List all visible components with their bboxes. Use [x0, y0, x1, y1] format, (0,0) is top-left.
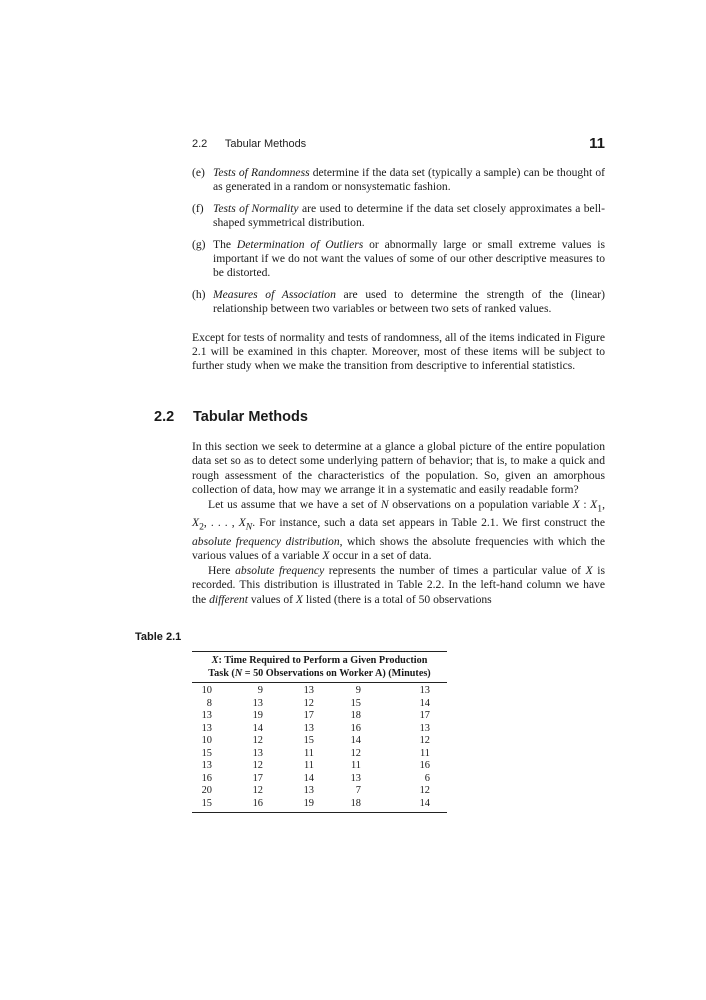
table-cell: 11 [419, 747, 430, 759]
math-var: X [585, 563, 593, 577]
table-cell: 9 [355, 685, 361, 696]
list-text: are used to determine if the data set closely approximates a bell-shaped symmetrical distribution. [213, 201, 606, 230]
paragraph-1: In this section we seek to determine at a glance a global picture of the entire population data set so as to detect some underlying pattern of behavior; that is, to make a quick and rough assessment of the characteristics of the population. So, given an amorphous collection of data, how may we arrange it in a systematic and easily readable form? [192, 440, 605, 497]
text-run: Here [208, 563, 236, 577]
math-var: X [322, 549, 330, 563]
list-text: or abnormally large or small extreme values is important if we do not want the values of some of our other descriptive measures to be distorted. [213, 237, 605, 280]
table-row [192, 748, 447, 761]
list-marker: (h) [192, 287, 206, 301]
math-var: X [211, 655, 219, 666]
text-run: is recorded. This distribution is illustrated in Table 2.2. In the left-hand column we have the [192, 563, 605, 606]
emphasis: different [209, 592, 248, 606]
intro-paragraph: Except for tests of normality and tests of randomness, all of the items indicated in Figure 2.1 will be examined in this chapter. Moreover, most of these items will be subject to further study when we make the transition from descriptive to inferential statistics. [192, 330, 605, 373]
table-cell-spacer [430, 748, 447, 761]
table-cell: 15 [350, 697, 361, 709]
paragraph-2 [192, 498, 605, 564]
table-cell: 12 [252, 735, 263, 746]
table-cell: 13 [201, 722, 212, 734]
list-item-g [192, 238, 605, 281]
list-marker: (g) [192, 237, 206, 251]
table-cell: 13 [252, 747, 263, 759]
table-cell: 11 [303, 747, 314, 759]
table-row [192, 785, 447, 798]
list-pre: The [213, 237, 237, 251]
text-run: , which shows the absolute frequencies with which the various values of a variable [192, 535, 606, 563]
math-var: N [380, 497, 389, 511]
body-text-top [192, 166, 605, 374]
page-number: 11 [589, 135, 605, 152]
table-row [192, 798, 447, 813]
list-body [213, 288, 605, 317]
table-cell: 13 [419, 685, 430, 696]
table-cell: 17 [252, 772, 263, 784]
table-cell: 13 [201, 760, 212, 771]
table-cell: 13 [303, 785, 314, 796]
table-cell: 13 [303, 685, 314, 696]
list-marker: (e) [192, 166, 205, 179]
list-term: Tests of Randomness [213, 166, 310, 179]
table-cell: 15 [201, 797, 212, 809]
table-row [192, 760, 447, 773]
table-cell: 19 [252, 710, 263, 721]
table-cell: 15 [303, 735, 314, 746]
table-cell: 13 [252, 697, 263, 709]
text-run: , [602, 497, 605, 511]
table-cell: 12 [419, 735, 430, 746]
list-body [213, 202, 605, 231]
text-run: = 50 Observations on Worker A) (Minutes) [242, 668, 431, 679]
table-header [192, 651, 447, 683]
paragraph-3 [192, 564, 605, 607]
list-text: are used to determine the strength of the (linear) relationship between two variables or between two sets of ranked values. [213, 287, 605, 316]
text-run: Task ( [208, 668, 235, 679]
table-cell-spacer [430, 735, 447, 748]
table-label: Table 2.1 [135, 631, 182, 643]
table-cell: 13 [350, 772, 361, 784]
table-cell: 14 [252, 722, 263, 734]
emphasis: absolute frequency [235, 563, 325, 577]
list-item-h [192, 288, 605, 317]
emphasis: absolute frequency distribution [192, 535, 340, 549]
table-cell: 11 [350, 760, 361, 771]
table-cell-spacer [430, 683, 447, 698]
table-row [192, 710, 447, 723]
text-run: represents the number of times a particular value of [324, 563, 586, 577]
table-cell: 6 [424, 772, 430, 784]
running-head [192, 138, 605, 150]
running-head-section-number: 2.2 [192, 138, 208, 150]
subscript: 2 [199, 521, 204, 533]
table-cell: 11 [303, 760, 314, 771]
table-cell: 20 [201, 785, 212, 796]
math-var: X [295, 592, 303, 606]
list-term: Tests of Normality [213, 201, 299, 215]
table-cell-spacer [430, 773, 447, 786]
table-cell: 10 [201, 685, 212, 696]
table-cell: 15 [201, 747, 212, 759]
text-run: Let us assume that we have a set of [208, 497, 381, 511]
data-table [192, 651, 447, 813]
table-row [192, 683, 447, 698]
table-cell-spacer [430, 785, 447, 798]
table-cell: 8 [206, 697, 212, 709]
table-cell-spacer [430, 798, 447, 813]
list-body [213, 166, 605, 195]
text-run: occur in a set of data. [329, 549, 432, 563]
table-cell: 16 [350, 722, 361, 734]
text-run: listed (there is a total of 50 observations [303, 592, 492, 606]
list-marker: (f) [192, 201, 204, 215]
table-cell: 13 [419, 722, 430, 734]
list-body [213, 238, 605, 281]
section-number: 2.2 [154, 409, 175, 425]
math-var: N [234, 668, 243, 679]
text-run: : [579, 497, 591, 511]
text-run: : Time Required to Perform a Given Production [218, 655, 428, 666]
table-title-line-1 [192, 654, 447, 667]
table-cell: 10 [201, 735, 212, 746]
list-text: determine if the data set (typically a sample) can be thought of as generated in a random or nonsystematic fashion. [213, 166, 605, 194]
table-cell: 14 [303, 772, 314, 784]
math-var: X [572, 497, 580, 511]
list-term: Measures of Association [213, 287, 336, 301]
table-cell: 17 [419, 710, 430, 721]
table-cell: 9 [257, 685, 263, 696]
table-cell: 16 [419, 760, 430, 771]
table-cell: 13 [201, 710, 212, 721]
table-cell: 16 [252, 797, 263, 809]
running-head-section-title: Tabular Methods [224, 138, 307, 150]
table-cell: 18 [350, 797, 361, 809]
table-cell-spacer [430, 698, 447, 711]
table-cell-spacer [430, 760, 447, 773]
table-row [192, 698, 447, 711]
table-row [192, 735, 447, 748]
table-cell: 12 [419, 785, 430, 796]
table-cell: 14 [419, 797, 430, 809]
table-cell: 7 [355, 785, 361, 796]
section-heading [154, 409, 308, 425]
text-run: . For instance, such a data set appears in Table 2.1. We first construct the [252, 516, 605, 530]
body-text-section [192, 440, 605, 607]
table-cell: 19 [303, 797, 314, 809]
math-var: X [192, 516, 200, 530]
table-cell: 16 [201, 772, 212, 784]
list-item-e [192, 166, 605, 195]
section-title: Tabular Methods [193, 409, 308, 425]
list-term: Determination of Outliers [236, 237, 364, 251]
table-cell-spacer [430, 723, 447, 736]
table-cell: 13 [303, 722, 314, 734]
subscript: N [245, 521, 253, 533]
table-cell: 14 [350, 735, 361, 746]
table-cell: 12 [350, 747, 361, 759]
list-item-f [192, 202, 605, 231]
math-var: X [238, 516, 246, 530]
table-cell: 12 [252, 760, 263, 771]
subscript: 1 [597, 502, 603, 514]
table-cell: 12 [252, 785, 263, 796]
table-row [192, 723, 447, 736]
text-run: observations on a population variable [388, 497, 573, 511]
text-run: values of [247, 592, 296, 606]
table-body [192, 683, 447, 813]
table-cell: 18 [350, 710, 361, 721]
text-run: , . . . , [203, 516, 239, 530]
table-row [192, 773, 447, 786]
table-cell-spacer [430, 710, 447, 723]
math-var: X [590, 497, 598, 511]
table-title-line-2 [192, 667, 447, 680]
table-cell: 14 [419, 697, 430, 709]
table-cell: 17 [303, 710, 314, 721]
table-cell: 12 [303, 697, 314, 709]
